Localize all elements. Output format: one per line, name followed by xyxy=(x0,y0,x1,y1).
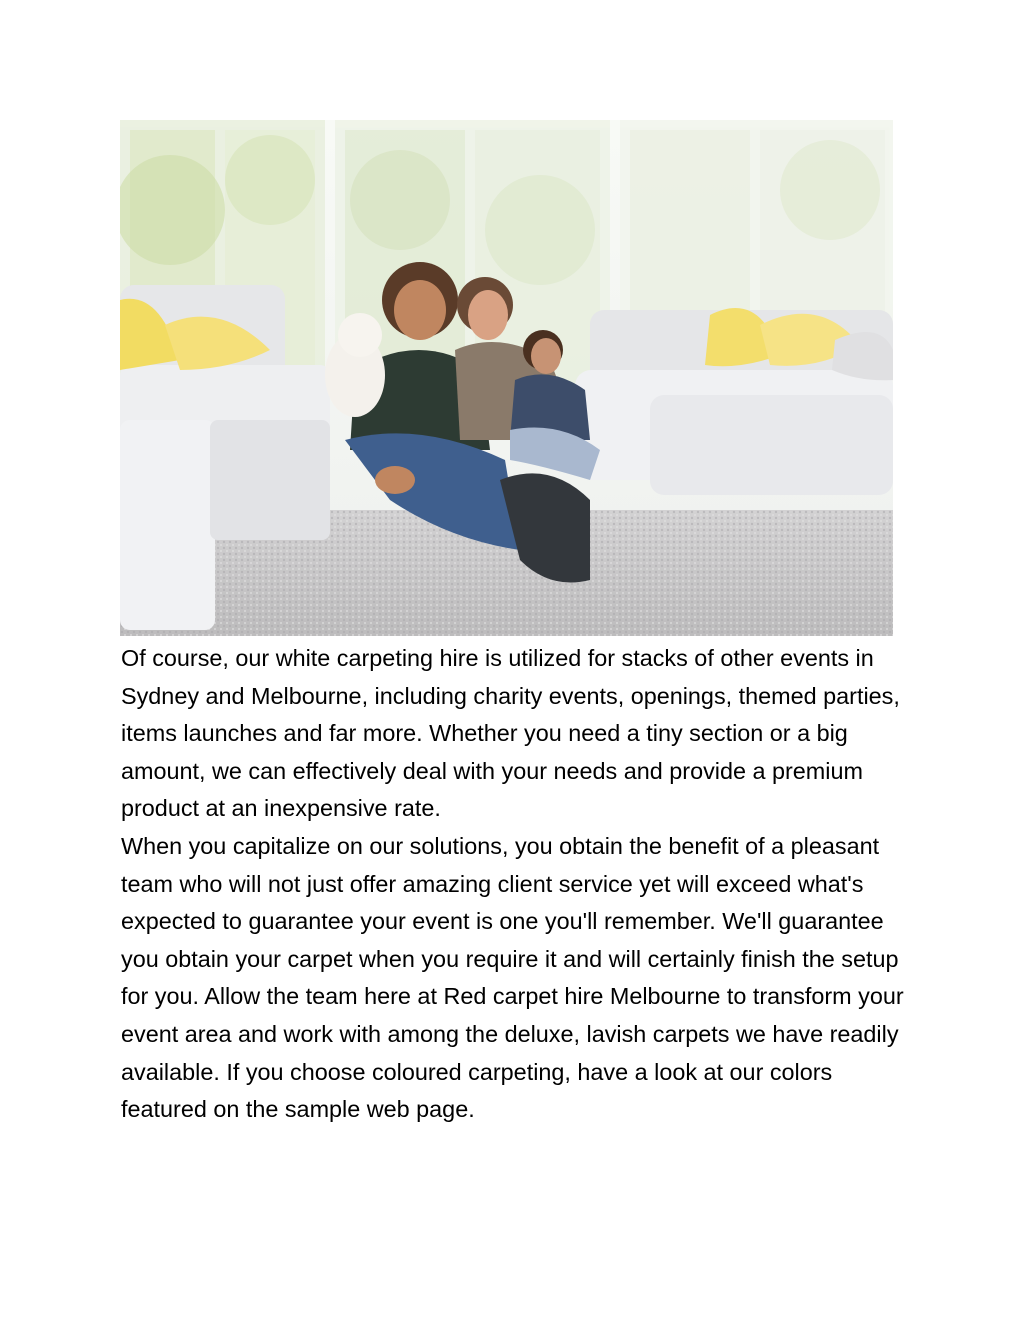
paragraph-team-service: When you capitalize on our solutions, you obtain the benefit of a pleasant team who will not just offer amazing client service yet will exceed what's expected to guarantee your event is one you'll remember. We'll guarantee you obtain your carpet when you require it and will certainly finish the setup for you. Allow the team here at Red carpet hire Melbourne to transform your event area and work with among the deluxe, lavish carpets we have readily available. If you choose coloured carpeting, have a look at our colors featured on the sample web page. xyxy=(121,832,904,1123)
sofa-right xyxy=(575,308,893,495)
article-text xyxy=(121,640,911,1129)
paragraph-white-carpet-hire: Of course, our white carpeting hire is utilized for stacks of other events in Sydney and Melbourne, including charity events, openings, themed parties, items launches and far more. Whether you need a tiny section or a big amount, we can effectively deal with your needs and provide a premium product at an inexpensive rate. xyxy=(121,645,900,822)
family-carpet-photo xyxy=(120,120,893,636)
